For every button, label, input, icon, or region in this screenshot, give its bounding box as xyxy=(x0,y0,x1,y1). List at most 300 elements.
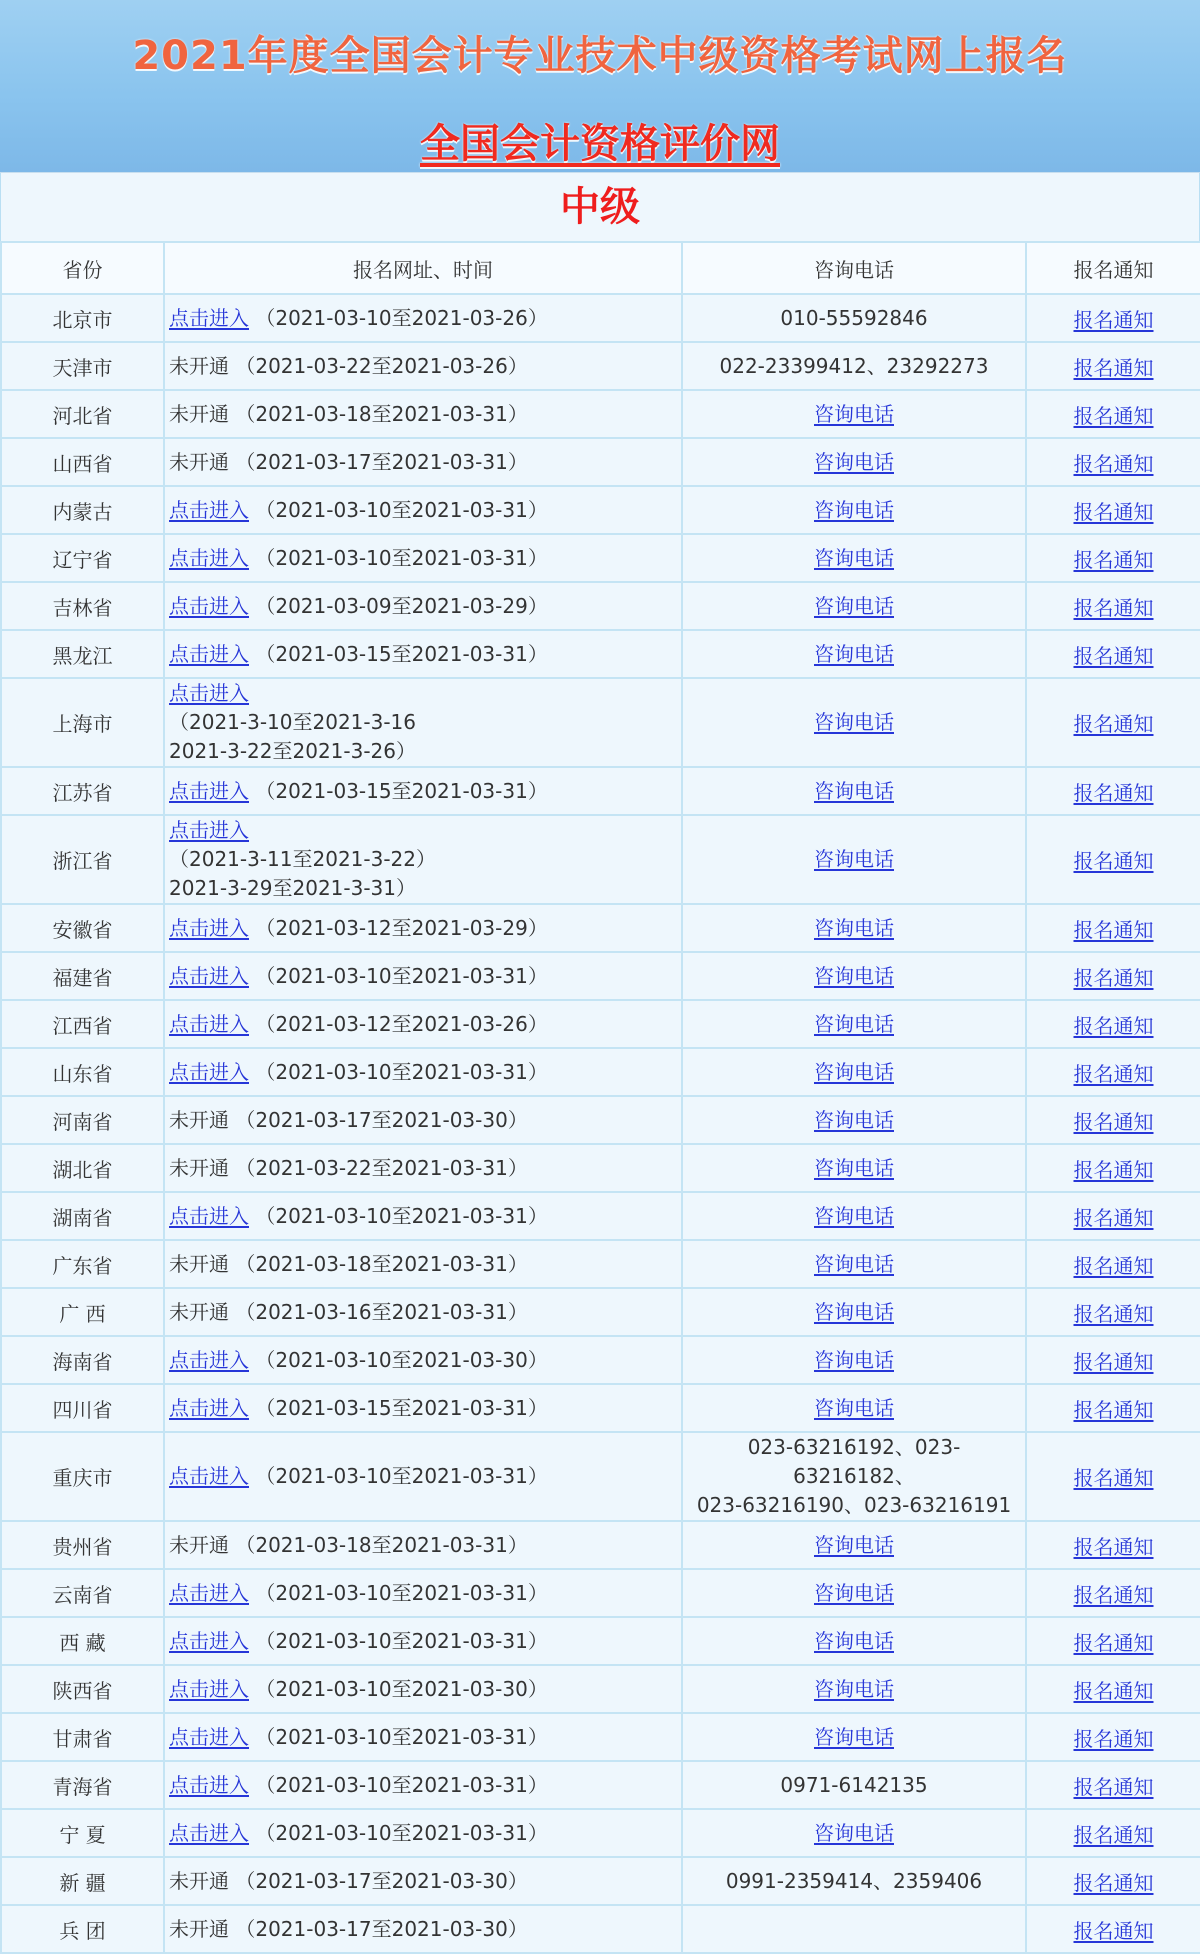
enter-link[interactable]: 点击进入 xyxy=(169,818,249,842)
notice-link[interactable]: 报名通知 xyxy=(1073,403,1154,428)
phone-cell xyxy=(682,1617,1026,1665)
notice-cell xyxy=(1026,1048,1200,1096)
registration-cell xyxy=(164,1000,682,1048)
enter-link[interactable]: 点击进入 xyxy=(169,1820,249,1845)
date-range: （2021-03-10至2021-03-31） xyxy=(255,1724,548,1749)
registration-cell xyxy=(164,904,682,952)
date-range: （2021-03-10至2021-03-31） xyxy=(255,1059,548,1084)
date-range-secondary: 2021-3-29至2021-3-31） xyxy=(169,876,417,900)
table-row xyxy=(1,1336,1200,1384)
table-row xyxy=(1,1569,1200,1617)
registration-cell xyxy=(164,582,682,630)
notice-cell xyxy=(1026,1617,1200,1665)
registration-cell xyxy=(164,815,682,904)
phone-cell xyxy=(682,342,1026,390)
date-range: （2021-3-11至2021-3-22） xyxy=(169,847,437,871)
notice-cell xyxy=(1026,904,1200,952)
province-cell: 青海省 xyxy=(1,1761,164,1809)
date-range: （2021-03-10至2021-03-31） xyxy=(255,1580,548,1605)
phone-cell xyxy=(682,1713,1026,1761)
table-row xyxy=(1,815,1200,904)
notice-cell xyxy=(1026,1761,1200,1809)
table-row xyxy=(1,1665,1200,1713)
enter-link[interactable]: 点击进入 xyxy=(169,1772,249,1797)
province-cell: 湖南省 xyxy=(1,1192,164,1240)
notice-cell xyxy=(1026,630,1200,678)
province-cell: 河南省 xyxy=(1,1096,164,1144)
date-range: （2021-03-09至2021-03-29） xyxy=(255,593,548,618)
notice-link[interactable]: 报名通知 xyxy=(1073,1157,1154,1182)
notice-cell xyxy=(1026,294,1200,342)
phone-link[interactable]: 咨询电话 xyxy=(814,1580,894,1605)
enter-link[interactable]: 点击进入 xyxy=(169,305,249,330)
notice-link[interactable]: 报名通知 xyxy=(1073,1349,1154,1374)
province-cell: 陕西省 xyxy=(1,1665,164,1713)
notice-cell xyxy=(1026,1809,1200,1857)
notice-link[interactable]: 报名通知 xyxy=(1073,1466,1154,1490)
registration-cell xyxy=(164,1384,682,1432)
notice-link[interactable]: 报名通知 xyxy=(1073,1678,1154,1703)
notice-cell xyxy=(1026,1569,1200,1617)
province-cell: 宁 夏 xyxy=(1,1809,164,1857)
header-registration: 报名网址、时间 xyxy=(164,242,682,294)
table-header-row xyxy=(1,242,1200,294)
table-row xyxy=(1,1905,1200,1953)
notice-link[interactable]: 报名通知 xyxy=(1073,1013,1154,1038)
phone-text: 010-55592846 xyxy=(780,305,928,330)
table-row xyxy=(1,1096,1200,1144)
notice-cell xyxy=(1026,1905,1200,1953)
table-header xyxy=(1,242,1200,294)
enter-link[interactable]: 点击进入 xyxy=(169,1628,249,1653)
table-row xyxy=(1,486,1200,534)
date-range: （2021-03-15至2021-03-31） xyxy=(255,641,548,666)
date-range: （2021-03-16至2021-03-31） xyxy=(235,1299,528,1324)
notice-cell xyxy=(1026,767,1200,815)
notice-link[interactable]: 报名通知 xyxy=(1073,595,1154,620)
phone-link[interactable]: 咨询电话 xyxy=(814,778,894,803)
registration-cell xyxy=(164,294,682,342)
phone-cell xyxy=(682,1192,1026,1240)
phone-cell xyxy=(682,1569,1026,1617)
province-cell: 兵 团 xyxy=(1,1905,164,1953)
notice-link[interactable]: 报名通知 xyxy=(1073,1582,1154,1607)
enter-link[interactable]: 点击进入 xyxy=(169,545,249,570)
enter-link[interactable]: 点击进入 xyxy=(169,1464,249,1488)
province-cell: 贵州省 xyxy=(1,1521,164,1569)
date-range: （2021-03-12至2021-03-29） xyxy=(255,915,548,940)
table-row xyxy=(1,1432,1200,1521)
notice-cell xyxy=(1026,390,1200,438)
registration-table xyxy=(0,241,1200,1954)
table-row xyxy=(1,767,1200,815)
phone-cell xyxy=(682,486,1026,534)
registration-cell xyxy=(164,1665,682,1713)
notice-link[interactable]: 报名通知 xyxy=(1073,1630,1154,1655)
notice-link[interactable]: 报名通知 xyxy=(1073,1109,1154,1134)
registration-cell xyxy=(164,1569,682,1617)
notice-cell xyxy=(1026,438,1200,486)
table-row xyxy=(1,438,1200,486)
province-cell: 河北省 xyxy=(1,390,164,438)
province-cell: 湖北省 xyxy=(1,1144,164,1192)
notice-link[interactable]: 报名通知 xyxy=(1073,1774,1154,1799)
date-range: （2021-03-10至2021-03-31） xyxy=(255,1820,548,1845)
phone-link[interactable]: 咨询电话 xyxy=(814,1299,894,1324)
notice-link[interactable]: 报名通知 xyxy=(1073,1534,1154,1559)
site-link-title[interactable]: 全国会计资格评价网 xyxy=(420,121,780,167)
level-title: 中级 xyxy=(0,173,1200,241)
table-row xyxy=(1,630,1200,678)
phone-cell xyxy=(682,1048,1026,1096)
enter-link[interactable]: 点击进入 xyxy=(169,1724,249,1749)
phone-cell xyxy=(682,390,1026,438)
enter-link[interactable]: 点击进入 xyxy=(169,593,249,618)
phone-cell xyxy=(682,1521,1026,1569)
enter-link[interactable]: 点击进入 xyxy=(169,1347,249,1372)
table-row xyxy=(1,294,1200,342)
header-banner xyxy=(0,0,1200,173)
notice-cell xyxy=(1026,1432,1200,1521)
table-body xyxy=(1,294,1200,1953)
date-range: （2021-03-10至2021-03-30） xyxy=(255,1676,548,1701)
phone-cell xyxy=(682,1384,1026,1432)
date-range: （2021-03-10至2021-03-31） xyxy=(255,1464,548,1488)
registration-cell xyxy=(164,1905,682,1953)
province-cell: 新 疆 xyxy=(1,1857,164,1905)
phone-link[interactable]: 咨询电话 xyxy=(814,1251,894,1276)
status-text: 未开通 xyxy=(169,1251,229,1276)
table-row xyxy=(1,342,1200,390)
date-range: （2021-03-10至2021-03-26） xyxy=(255,305,548,330)
table-row xyxy=(1,582,1200,630)
table-row xyxy=(1,1048,1200,1096)
province-cell: 山西省 xyxy=(1,438,164,486)
notice-cell xyxy=(1026,1713,1200,1761)
province-cell: 山东省 xyxy=(1,1048,164,1096)
phone-link[interactable]: 咨询电话 xyxy=(814,1628,894,1653)
table-row xyxy=(1,1809,1200,1857)
province-cell: 北京市 xyxy=(1,294,164,342)
table-row xyxy=(1,678,1200,767)
notice-cell xyxy=(1026,1192,1200,1240)
province-cell: 浙江省 xyxy=(1,815,164,904)
phone-cell xyxy=(682,1761,1026,1809)
date-range: （2021-03-10至2021-03-31） xyxy=(255,1203,548,1228)
notice-cell xyxy=(1026,815,1200,904)
table-row xyxy=(1,1857,1200,1905)
registration-cell xyxy=(164,1432,682,1521)
enter-link[interactable]: 点击进入 xyxy=(169,1580,249,1605)
registration-cell xyxy=(164,630,682,678)
registration-cell xyxy=(164,1713,682,1761)
registration-cell xyxy=(164,534,682,582)
notice-link[interactable]: 报名通知 xyxy=(1073,547,1154,572)
phone-cell xyxy=(682,952,1026,1000)
phone-text-secondary: 023-63216190、023-63216191 xyxy=(696,1493,1012,1517)
enter-link[interactable]: 点击进入 xyxy=(169,915,249,940)
status-text: 未开通 xyxy=(169,353,229,378)
enter-link[interactable]: 点击进入 xyxy=(169,778,249,803)
date-range-secondary: 2021-3-22至2021-3-26） xyxy=(169,739,417,763)
registration-cell xyxy=(164,1048,682,1096)
phone-cell xyxy=(682,1096,1026,1144)
phone-cell xyxy=(682,1665,1026,1713)
header-province: 省份 xyxy=(1,242,164,294)
province-cell: 辽宁省 xyxy=(1,534,164,582)
notice-link[interactable]: 报名通知 xyxy=(1073,965,1154,990)
date-range: （2021-03-22至2021-03-31） xyxy=(235,1155,528,1180)
date-range: （2021-03-17至2021-03-30） xyxy=(235,1916,528,1941)
province-cell: 海南省 xyxy=(1,1336,164,1384)
province-cell: 广东省 xyxy=(1,1240,164,1288)
enter-link[interactable]: 点击进入 xyxy=(169,681,249,705)
province-cell: 广 西 xyxy=(1,1288,164,1336)
registration-cell xyxy=(164,1336,682,1384)
date-range: （2021-03-10至2021-03-31） xyxy=(255,545,548,570)
province-cell: 四川省 xyxy=(1,1384,164,1432)
province-cell: 黑龙江 xyxy=(1,630,164,678)
enter-link[interactable]: 点击进入 xyxy=(169,1011,249,1036)
table-row xyxy=(1,1521,1200,1569)
phone-cell xyxy=(682,678,1026,767)
notice-cell xyxy=(1026,582,1200,630)
phone-link[interactable]: 咨询电话 xyxy=(814,1203,894,1228)
notice-link[interactable]: 报名通知 xyxy=(1073,1726,1154,1751)
page-title: 2021年度全国会计专业技术中级资格考试网上报名 xyxy=(132,33,1068,79)
phone-link[interactable]: 咨询电话 xyxy=(814,963,894,988)
notice-link[interactable]: 报名通知 xyxy=(1073,917,1154,942)
notice-link[interactable]: 报名通知 xyxy=(1073,451,1154,476)
notice-link[interactable]: 报名通知 xyxy=(1073,1397,1154,1422)
notice-link[interactable]: 报名通知 xyxy=(1073,849,1154,873)
enter-link[interactable]: 点击进入 xyxy=(169,641,249,666)
table-row xyxy=(1,390,1200,438)
date-range: （2021-03-15至2021-03-31） xyxy=(255,778,548,803)
table-row xyxy=(1,1617,1200,1665)
date-range: （2021-03-18至2021-03-31） xyxy=(235,1251,528,1276)
phone-link[interactable]: 咨询电话 xyxy=(814,545,894,570)
phone-cell xyxy=(682,904,1026,952)
province-cell: 天津市 xyxy=(1,342,164,390)
province-cell: 甘肃省 xyxy=(1,1713,164,1761)
status-text: 未开通 xyxy=(169,449,229,474)
date-range: （2021-03-10至2021-03-31） xyxy=(255,963,548,988)
date-range: （2021-3-10至2021-3-16 xyxy=(169,710,417,734)
phone-cell xyxy=(682,1144,1026,1192)
notice-cell xyxy=(1026,1096,1200,1144)
province-cell: 江苏省 xyxy=(1,767,164,815)
province-cell: 江西省 xyxy=(1,1000,164,1048)
phone-cell xyxy=(682,767,1026,815)
notice-cell xyxy=(1026,1288,1200,1336)
date-range: （2021-03-12至2021-03-26） xyxy=(255,1011,548,1036)
registration-cell xyxy=(164,1809,682,1857)
notice-cell xyxy=(1026,342,1200,390)
notice-cell xyxy=(1026,1000,1200,1048)
phone-link[interactable]: 咨询电话 xyxy=(814,1532,894,1557)
notice-cell xyxy=(1026,534,1200,582)
province-cell: 吉林省 xyxy=(1,582,164,630)
registration-cell xyxy=(164,438,682,486)
date-range: （2021-03-17至2021-03-31） xyxy=(235,449,528,474)
notice-cell xyxy=(1026,1384,1200,1432)
phone-link[interactable]: 咨询电话 xyxy=(814,401,894,426)
date-range: （2021-03-17至2021-03-30） xyxy=(235,1868,528,1893)
phone-cell xyxy=(682,1809,1026,1857)
enter-link[interactable]: 点击进入 xyxy=(169,497,249,522)
phone-cell xyxy=(682,534,1026,582)
notice-link[interactable]: 报名通知 xyxy=(1073,643,1154,668)
phone-link[interactable]: 咨询电话 xyxy=(814,847,894,871)
notice-link[interactable]: 报名通知 xyxy=(1073,780,1154,805)
province-cell: 安徽省 xyxy=(1,904,164,952)
registration-cell xyxy=(164,1857,682,1905)
date-range: （2021-03-10至2021-03-31） xyxy=(255,497,548,522)
notice-link[interactable]: 报名通知 xyxy=(1073,1918,1154,1943)
status-text: 未开通 xyxy=(169,1299,229,1324)
phone-text: 022-23399412、23292273 xyxy=(719,353,989,378)
status-text: 未开通 xyxy=(169,401,229,426)
phone-link[interactable]: 咨询电话 xyxy=(814,1107,894,1132)
enter-link[interactable]: 点击进入 xyxy=(169,1395,249,1420)
notice-cell xyxy=(1026,1144,1200,1192)
status-text: 未开通 xyxy=(169,1532,229,1557)
enter-link[interactable]: 点击进入 xyxy=(169,1676,249,1701)
date-range: （2021-03-10至2021-03-31） xyxy=(255,1772,548,1797)
notice-link[interactable]: 报名通知 xyxy=(1073,307,1154,332)
phone-text: 0971-6142135 xyxy=(780,1772,928,1797)
phone-link[interactable]: 咨询电话 xyxy=(814,1011,894,1036)
province-cell: 云南省 xyxy=(1,1569,164,1617)
notice-cell xyxy=(1026,1665,1200,1713)
registration-cell xyxy=(164,1761,682,1809)
phone-link[interactable]: 咨询电话 xyxy=(814,1395,894,1420)
notice-cell xyxy=(1026,1521,1200,1569)
phone-link[interactable]: 咨询电话 xyxy=(814,1155,894,1180)
notice-link[interactable]: 报名通知 xyxy=(1073,355,1154,380)
phone-cell xyxy=(682,1905,1026,1953)
table-row xyxy=(1,1240,1200,1288)
registration-cell xyxy=(164,1240,682,1288)
registration-cell xyxy=(164,678,682,767)
phone-link[interactable]: 咨询电话 xyxy=(814,1724,894,1749)
table-row xyxy=(1,1144,1200,1192)
phone-cell xyxy=(682,294,1026,342)
notice-cell xyxy=(1026,952,1200,1000)
phone-cell xyxy=(682,815,1026,904)
date-range: （2021-03-15至2021-03-31） xyxy=(255,1395,548,1420)
status-text: 未开通 xyxy=(169,1155,229,1180)
phone-cell xyxy=(682,1857,1026,1905)
phone-link[interactable]: 咨询电话 xyxy=(814,1676,894,1701)
province-cell: 重庆市 xyxy=(1,1432,164,1521)
status-text: 未开通 xyxy=(169,1868,229,1893)
phone-cell xyxy=(682,438,1026,486)
date-range: （2021-03-18至2021-03-31） xyxy=(235,401,528,426)
registration-cell xyxy=(164,1288,682,1336)
date-range: （2021-03-17至2021-03-30） xyxy=(235,1107,528,1132)
notice-link[interactable]: 报名通知 xyxy=(1073,712,1154,736)
date-range: （2021-03-18至2021-03-31） xyxy=(235,1532,528,1557)
registration-cell xyxy=(164,1617,682,1665)
header-notice: 报名通知 xyxy=(1026,242,1200,294)
phone-cell xyxy=(682,630,1026,678)
table-row xyxy=(1,1713,1200,1761)
table-row xyxy=(1,1761,1200,1809)
date-range: （2021-03-22至2021-03-26） xyxy=(235,353,528,378)
phone-link[interactable]: 咨询电话 xyxy=(814,1347,894,1372)
registration-cell xyxy=(164,1192,682,1240)
notice-cell xyxy=(1026,1857,1200,1905)
phone-link[interactable]: 咨询电话 xyxy=(814,593,894,618)
phone-link[interactable]: 咨询电话 xyxy=(814,1059,894,1084)
header-phone: 咨询电话 xyxy=(682,242,1026,294)
phone-cell xyxy=(682,1432,1026,1521)
registration-cell xyxy=(164,1096,682,1144)
registration-cell xyxy=(164,952,682,1000)
phone-link[interactable]: 咨询电话 xyxy=(814,497,894,522)
registration-cell xyxy=(164,1521,682,1569)
province-cell: 上海市 xyxy=(1,678,164,767)
enter-link[interactable]: 点击进入 xyxy=(169,1203,249,1228)
phone-cell xyxy=(682,582,1026,630)
notice-link[interactable]: 报名通知 xyxy=(1073,499,1154,524)
table-row xyxy=(1,1000,1200,1048)
enter-link[interactable]: 点击进入 xyxy=(169,963,249,988)
province-cell: 西 藏 xyxy=(1,1617,164,1665)
phone-link[interactable]: 咨询电话 xyxy=(814,710,894,734)
status-text: 未开通 xyxy=(169,1916,229,1941)
phone-cell xyxy=(682,1000,1026,1048)
phone-link[interactable]: 咨询电话 xyxy=(814,1820,894,1845)
status-text: 未开通 xyxy=(169,1107,229,1132)
phone-text: 023-63216192、023-63216182、 xyxy=(747,1435,961,1488)
notice-cell xyxy=(1026,678,1200,767)
registration-cell xyxy=(164,390,682,438)
registration-cell xyxy=(164,342,682,390)
notice-link[interactable]: 报名通知 xyxy=(1073,1301,1154,1326)
date-range: （2021-03-10至2021-03-30） xyxy=(255,1347,548,1372)
notice-cell xyxy=(1026,1336,1200,1384)
notice-cell xyxy=(1026,1240,1200,1288)
province-cell: 福建省 xyxy=(1,952,164,1000)
registration-cell xyxy=(164,767,682,815)
notice-link[interactable]: 报名通知 xyxy=(1073,1870,1154,1895)
phone-cell xyxy=(682,1336,1026,1384)
registration-cell xyxy=(164,1144,682,1192)
notice-link[interactable]: 报名通知 xyxy=(1073,1061,1154,1086)
table-row xyxy=(1,904,1200,952)
table-row xyxy=(1,534,1200,582)
enter-link[interactable]: 点击进入 xyxy=(169,1059,249,1084)
table-row xyxy=(1,1384,1200,1432)
notice-link[interactable]: 报名通知 xyxy=(1073,1205,1154,1230)
table-row xyxy=(1,1288,1200,1336)
table-row xyxy=(1,1192,1200,1240)
date-range: （2021-03-10至2021-03-31） xyxy=(255,1628,548,1653)
phone-link[interactable]: 咨询电话 xyxy=(814,449,894,474)
phone-cell xyxy=(682,1240,1026,1288)
phone-link[interactable]: 咨询电话 xyxy=(814,641,894,666)
notice-link[interactable]: 报名通知 xyxy=(1073,1822,1154,1847)
notice-cell xyxy=(1026,486,1200,534)
table-row xyxy=(1,952,1200,1000)
phone-text: 0991-2359414、2359406 xyxy=(725,1868,983,1893)
notice-link[interactable]: 报名通知 xyxy=(1073,1253,1154,1278)
phone-link[interactable]: 咨询电话 xyxy=(814,915,894,940)
phone-cell xyxy=(682,1288,1026,1336)
